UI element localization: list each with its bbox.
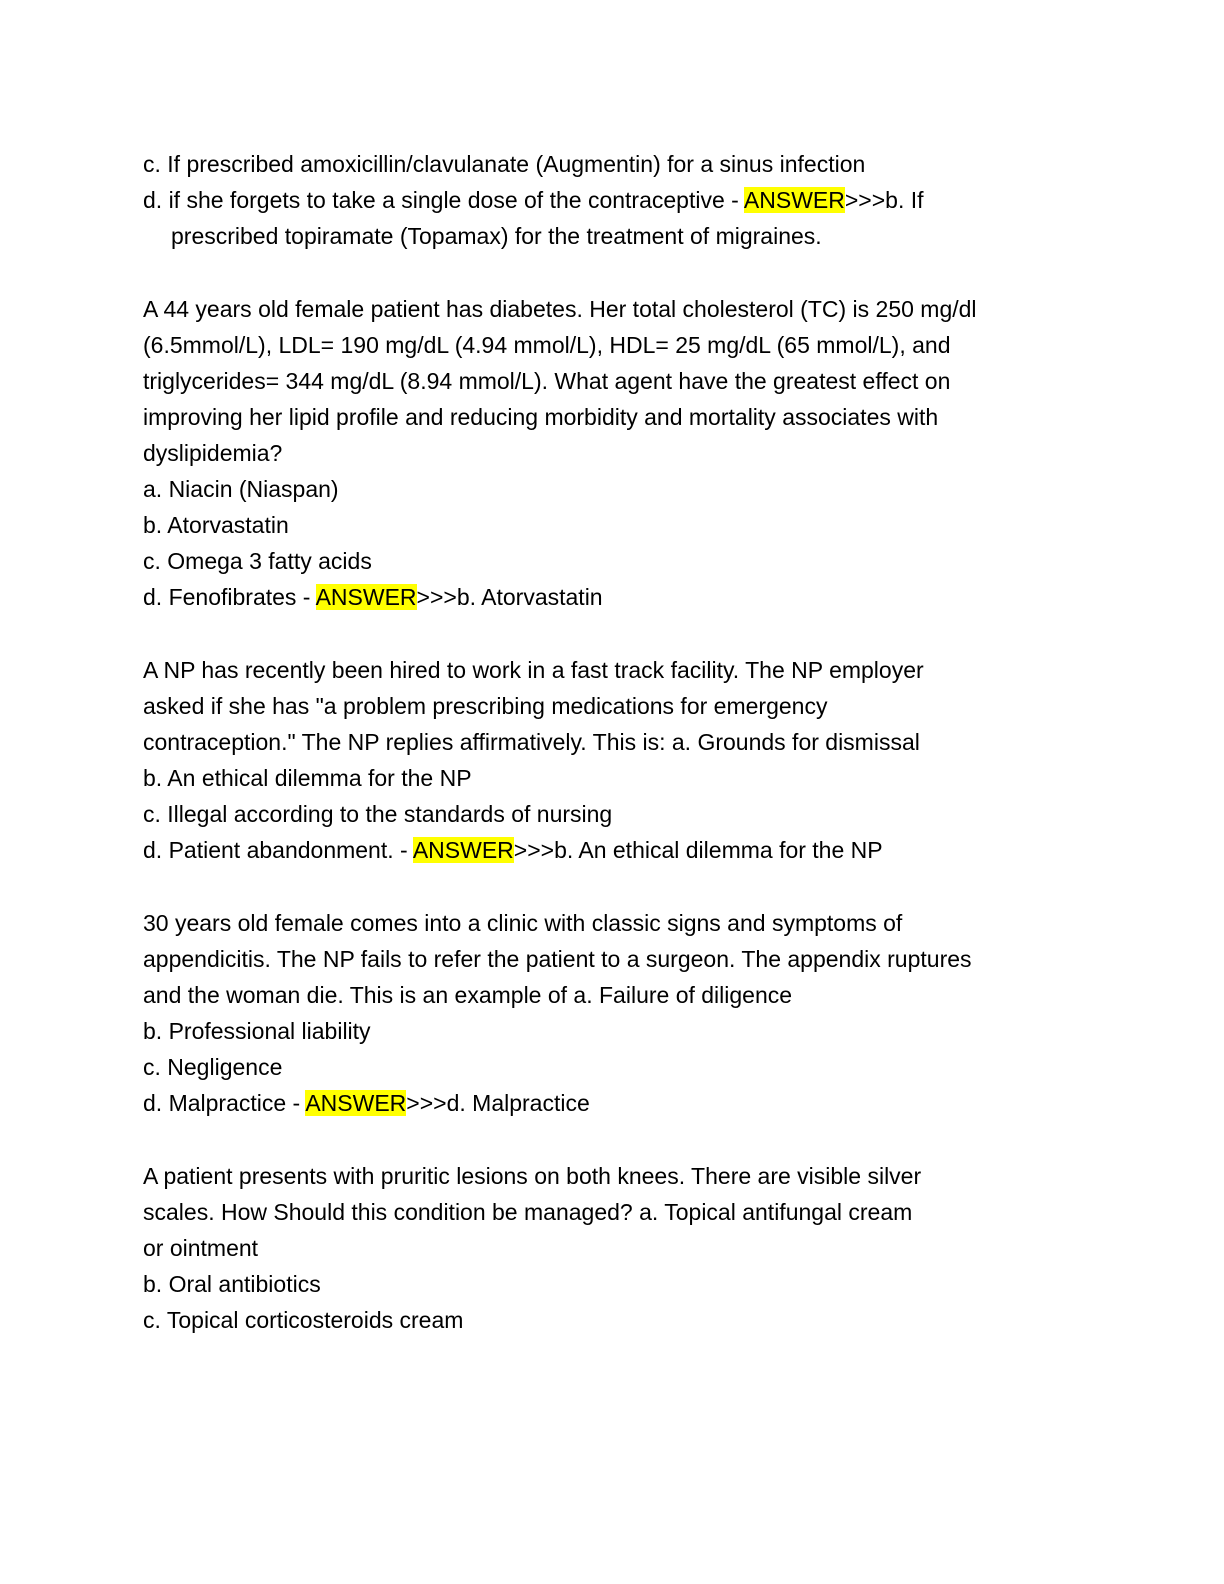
text-line: c. Omega 3 fatty acids: [143, 548, 372, 574]
answer-line-prefix: d. Malpractice -: [143, 1090, 306, 1116]
answer-arrow: >>>: [844, 187, 886, 213]
text-line: improving her lipid profile and reducing morbidity and mortality associates with: [143, 404, 939, 430]
text-line: 30 years old female comes into a clinic with classic signs and symptoms of: [143, 910, 903, 936]
text-line: [143, 1085, 1103, 1121]
text-line: b. An ethical dilemma for the NP: [143, 765, 472, 791]
paragraph-gap: [143, 615, 1103, 652]
text-line: prescribed topiramate (Topamax) for the treatment of migraines.: [171, 223, 822, 249]
text-line: contraception." The NP replies affirmatively. This is: a. Grounds for dismissal: [143, 729, 920, 755]
text-line: asked if she has "a problem prescribing medications for emergency: [143, 693, 828, 719]
answer-text: b. If: [885, 187, 924, 213]
answer-highlight: ANSWER: [743, 187, 845, 213]
answer-text: d. Malpractice: [446, 1090, 590, 1116]
text-line: [143, 579, 1103, 615]
text-line: (6.5mmol/L), LDL= 190 mg/dL (4.94 mmol/L), HDL= 25 mg/dL (65 mmol/L), and: [143, 332, 951, 358]
text-line: b. Professional liability: [143, 1018, 371, 1044]
text-line: triglycerides= 344 mg/dL (8.94 mmol/L). What agent have the greatest effect on: [143, 368, 951, 394]
text-line: b. Atorvastatin: [143, 512, 289, 538]
text-line: A patient presents with pruritic lesions on both knees. There are visible silver: [143, 1163, 922, 1189]
answer-highlight: ANSWER: [315, 584, 417, 610]
text-line: dyslipidemia?: [143, 440, 283, 466]
document-body: [143, 146, 1103, 1338]
text-line: scales. How Should this condition be managed? a. Topical antifungal cream: [143, 1199, 913, 1225]
answer-text: b. An ethical dilemma for the NP: [554, 837, 883, 863]
text-line: A NP has recently been hired to work in a fast track facility. The NP employer: [143, 657, 924, 683]
text-line: c. Negligence: [143, 1054, 283, 1080]
text-line: c. If prescribed amoxicillin/clavulanate (Augmentin) for a sinus infection: [143, 151, 866, 177]
answer-highlight: ANSWER: [412, 837, 514, 863]
paragraph-gap: [143, 254, 1103, 291]
text-line: A 44 years old female patient has diabetes. Her total cholesterol (TC) is 250 mg/dl: [143, 296, 977, 322]
answer-arrow: >>>: [416, 584, 457, 610]
answer-text: b. Atorvastatin: [456, 584, 603, 610]
text-line: c. Illegal according to the standards of nursing: [143, 801, 613, 827]
answer-arrow: >>>: [406, 1090, 447, 1116]
text-line: or ointment: [143, 1235, 259, 1261]
text-line: a. Niacin (Niaspan): [143, 476, 339, 502]
text-line: [143, 182, 1103, 218]
answer-arrow: >>>: [513, 837, 555, 863]
answer-line-prefix: d. Patient abandonment. -: [143, 837, 413, 863]
text-line: appendicitis. The NP fails to refer the patient to a surgeon. The appendix ruptures: [143, 946, 972, 972]
paragraph-gap: [143, 868, 1103, 905]
answer-highlight: ANSWER: [305, 1090, 407, 1116]
answer-line-prefix: d. Fenofibrates -: [143, 584, 316, 610]
text-line: b. Oral antibiotics: [143, 1271, 321, 1297]
paragraph-gap: [143, 1121, 1103, 1158]
text-line: [143, 832, 1103, 868]
text-line: and the woman die. This is an example of a. Failure of diligence: [143, 982, 793, 1008]
text-line: c. Topical corticosteroids cream: [143, 1307, 464, 1333]
answer-line-prefix: d. if she forgets to take a single dose of the contraceptive -: [143, 187, 744, 213]
